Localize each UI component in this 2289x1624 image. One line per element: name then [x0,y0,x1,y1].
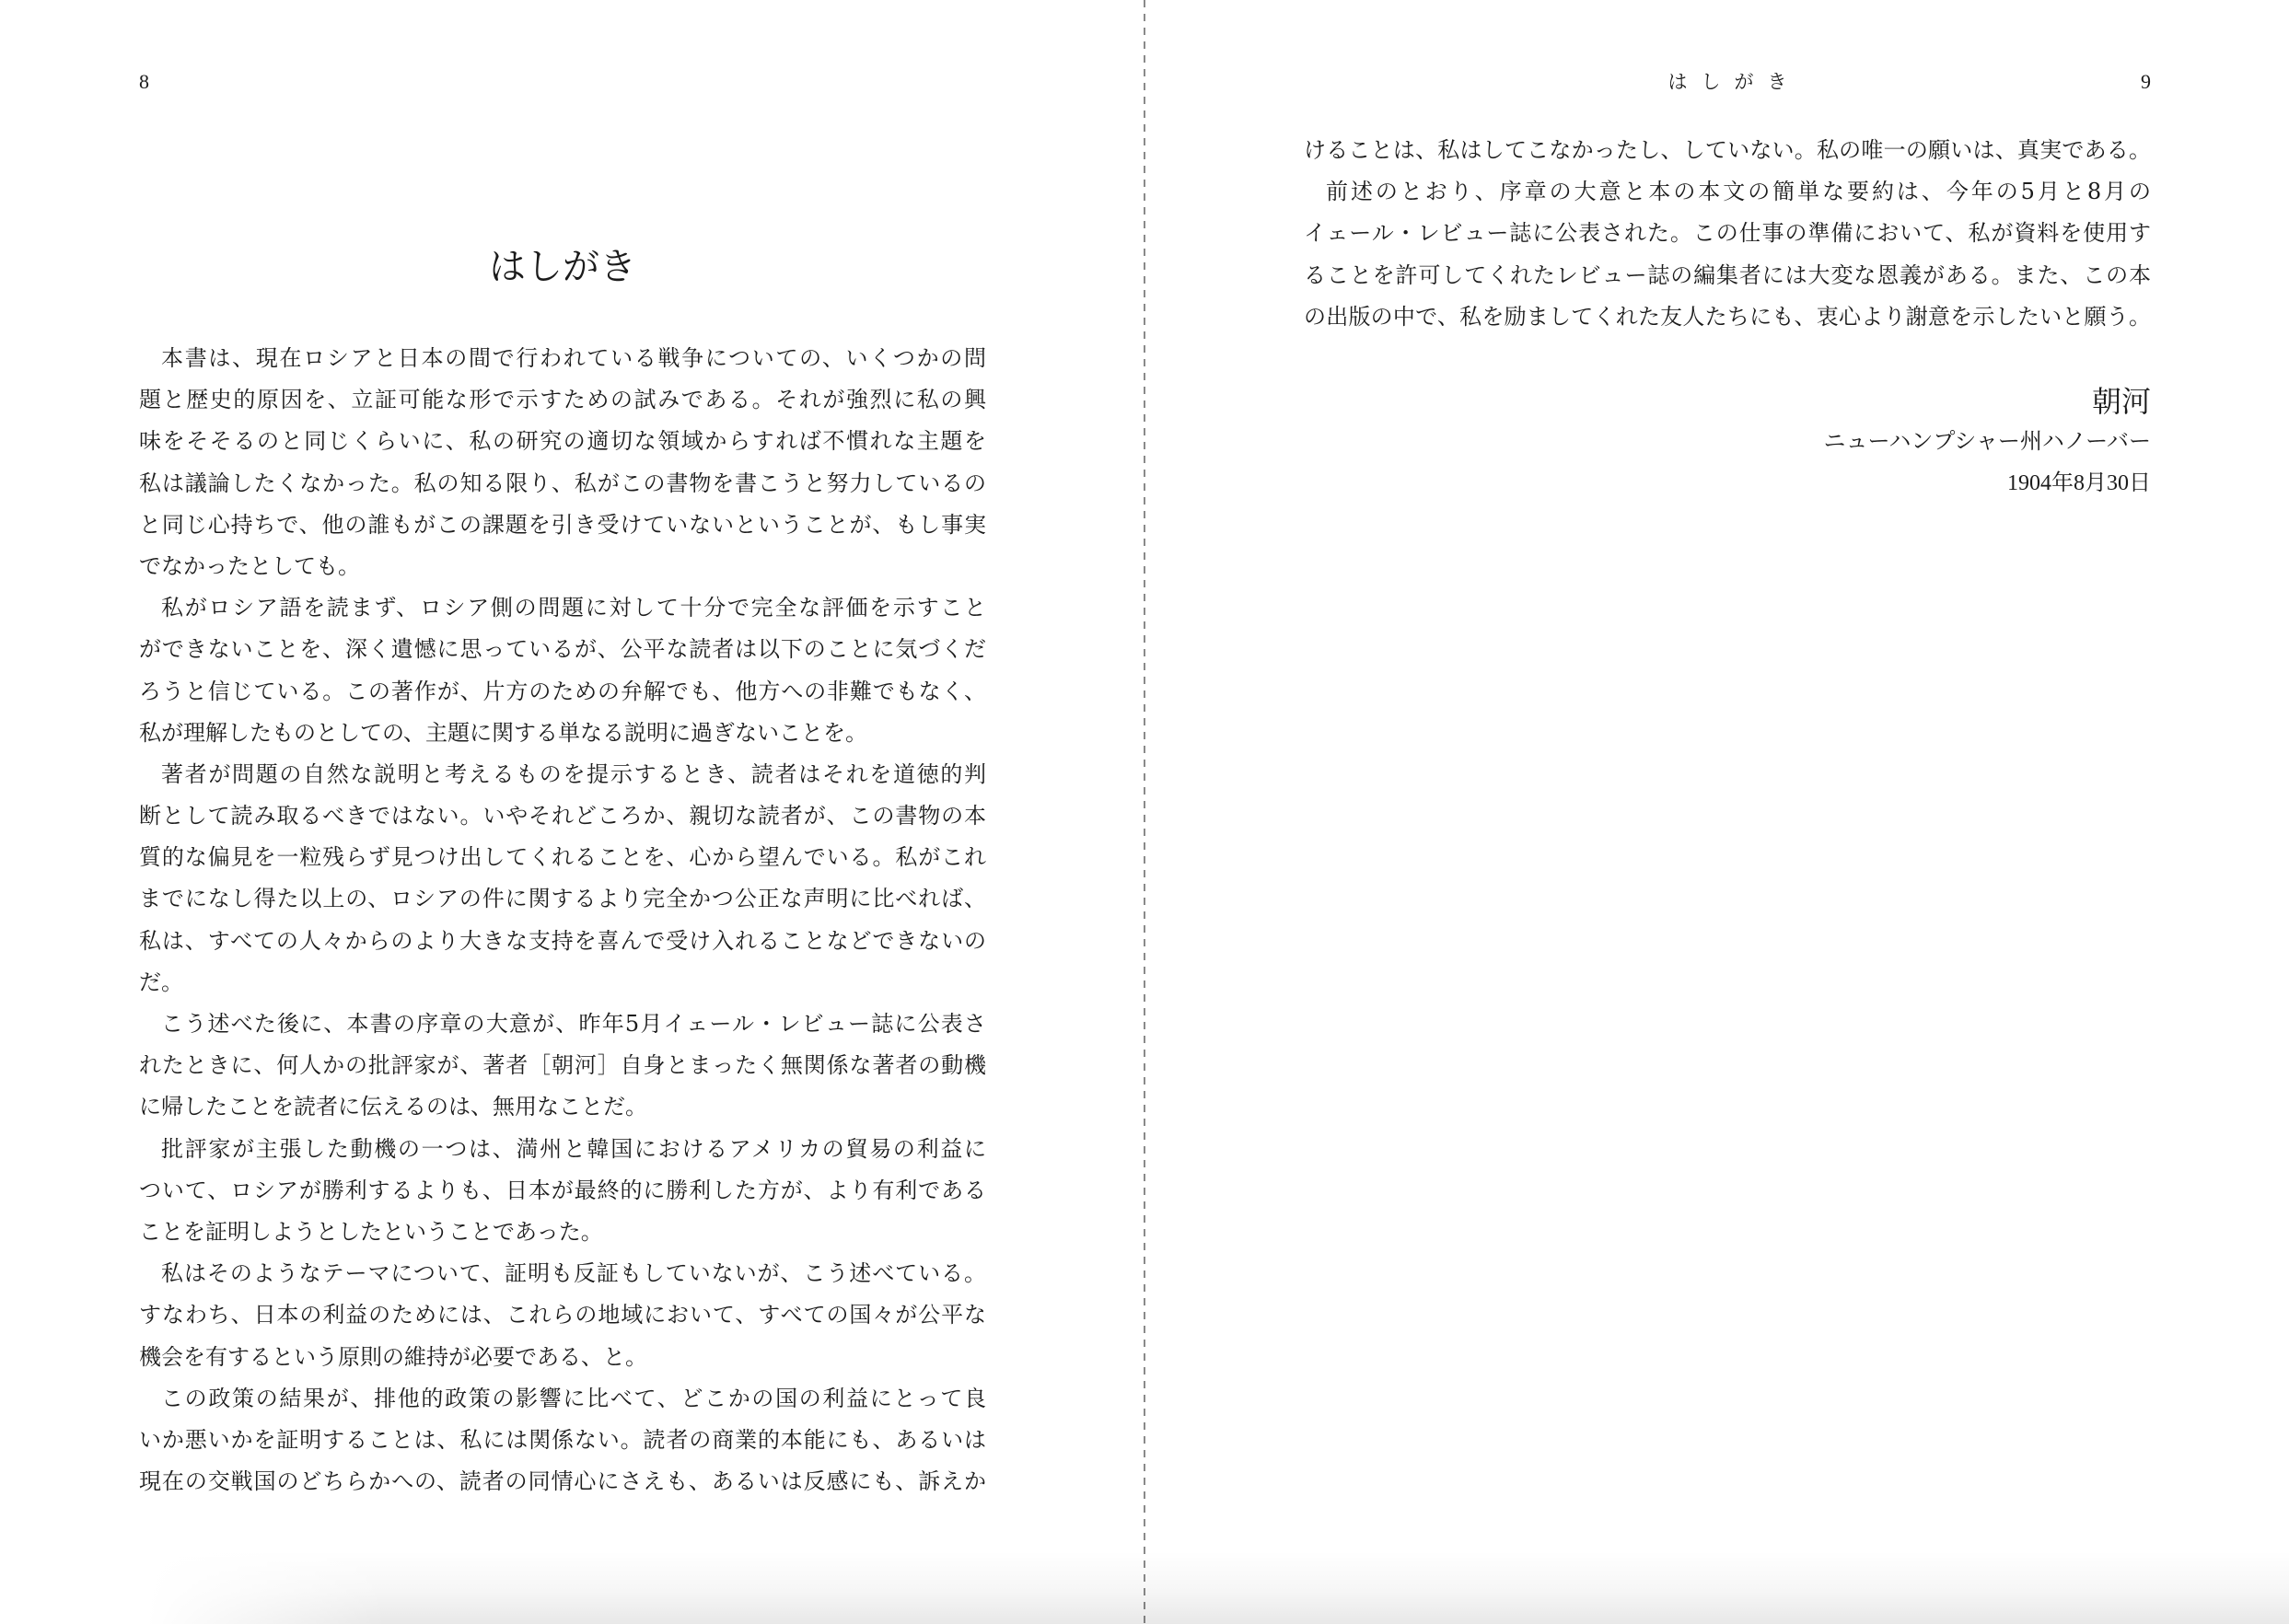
paragraph [1304,130,2151,171]
body-text [1304,130,2151,338]
text-line: こう述べた後に、本書の序章の大意が、昨年5月イェール・レビュー誌に公表さ [161,1011,986,1037]
text-line: イェール・レビュー誌に公表された。この仕事の準備において、私が資料を使用す [1304,220,2151,247]
left-page [0,0,1144,1624]
text-line: いか悪いかを証明することは、私には関係ない。読者の商業的本能にも、あるいは [139,1426,986,1453]
text-line: 批評家が主張した動機の一つは、満州と韓国におけるアメリカの貿易の利益に [161,1135,986,1162]
paragraph [139,587,986,754]
text-line: 質的な偏見を一粒残らず見つけ出してくれることを、心から望んでいる。私がこれ [139,844,986,871]
text-line: でなかったとしても。 [139,552,360,579]
body-text [139,338,986,1502]
running-header: はしがき [1667,71,1801,93]
text-line: ついて、ロシアが勝利するよりも、日本が最終的に勝利した方が、より有利である [139,1177,986,1203]
text-line: 私が理解したものとしての、主題に関する単なる説明に過ぎないことを。 [139,719,868,746]
text-line: 機会を有するという原則の維持が必要である、と。 [139,1343,647,1370]
text-line: 前述のとおり、序章の大意と本の本文の簡単な要約は、今年の5月と8月の [1326,179,2151,205]
page-number: 8 [139,70,149,93]
text-line: までになし得た以上の、ロシアの件に関するより完全かつ公正な声明に比べれば、 [139,886,986,912]
paragraph [139,1253,986,1378]
paragraph [139,1003,986,1129]
signature-date: 1904年8月30日 [2007,471,2151,495]
paragraph [139,754,986,1003]
text-line: に帰したことを読者に伝えるのは、無用なことだ。 [139,1094,647,1120]
text-line: けることは、私はしてこなかったし、していない。私の唯一の願いは、真実である。 [1304,137,2151,163]
text-line: 著者が問題の自然な説明と考えるものを提示するとき、読者はそれを道徳的判 [161,760,986,787]
text-line: 現在の交戦国のどちらかへの、読者の同情心にさえも、あるいは反感にも、訴えか [139,1468,986,1495]
text-line: 断として読み取るべきではない。いやそれどころか、親切な読者が、この書物の本 [139,803,986,829]
text-line: ができないことを、深く遺憾に思っているが、公平な読者は以下のことに気づくだ [139,636,986,663]
paragraph [139,1378,986,1503]
text-line: 本書は、現在ロシアと日本の間で行われている戦争についての、いくつかの問 [161,345,986,371]
text-line: だ。 [139,969,183,995]
text-line: れたときに、何人かの批評家が、著者［朝河］自身とまったく無関係な著者の動機 [139,1052,986,1079]
text-line: 私はそのようなテーマについて、証明も反証もしていないが、こう述べている。 [161,1260,986,1287]
page-title: はしがき [489,246,636,288]
text-line: 味をそそるのと同じくらいに、私の研究の適切な領域からすれば不慣れな主題を [139,428,986,455]
text-line: ろうと信じている。この著作が、片方のための弁解でも、他方への非難でもなく、 [139,678,986,704]
text-line: と同じ心持ちで、他の誰もがこの課題を引き受けていないということが、もし事実 [139,511,986,538]
text-line: ことを証明しようとしたということであった。 [139,1218,603,1245]
text-line: すなわち、日本の利益のためには、これらの地域において、すべての国々が公平な [139,1302,986,1328]
paragraph [139,1129,986,1254]
text-line: 私は、すべての人々からのより大きな支持を喜んで受け入れることなどできないの [139,927,986,954]
right-page [1144,0,2289,1624]
text-line: 私がロシア語を読まず、ロシア側の問題に対して十分で完全な評価を示すこと [161,595,986,621]
paragraph [139,338,986,587]
text-line: 題と歴史的原因を、立証可能な形で示すための試みである。それが強烈に私の興 [139,387,986,413]
signature-place: ニューハンプシャー州ハノーバー [1823,428,2151,454]
text-line: の出版の中で、私を励ましてくれた友人たちにも、衷心より謝意を示したいと願う。 [1304,303,2151,330]
page-number: 9 [2141,70,2151,93]
text-line: ることを許可してくれたレビュー誌の編集者には大変な恩義がある。また、この本 [1304,261,2151,288]
paragraph [1304,171,2151,338]
text-line: この政策の結果が、排他的政策の影響に比べて、どこかの国の利益にとって良 [161,1385,986,1411]
page-bottom-shadow [147,1550,2289,1624]
text-line: 私は議論したくなかった。私の知る限り、私がこの書物を書こうと努力しているの [139,470,986,496]
signature-name: 朝河 [2091,384,2151,419]
